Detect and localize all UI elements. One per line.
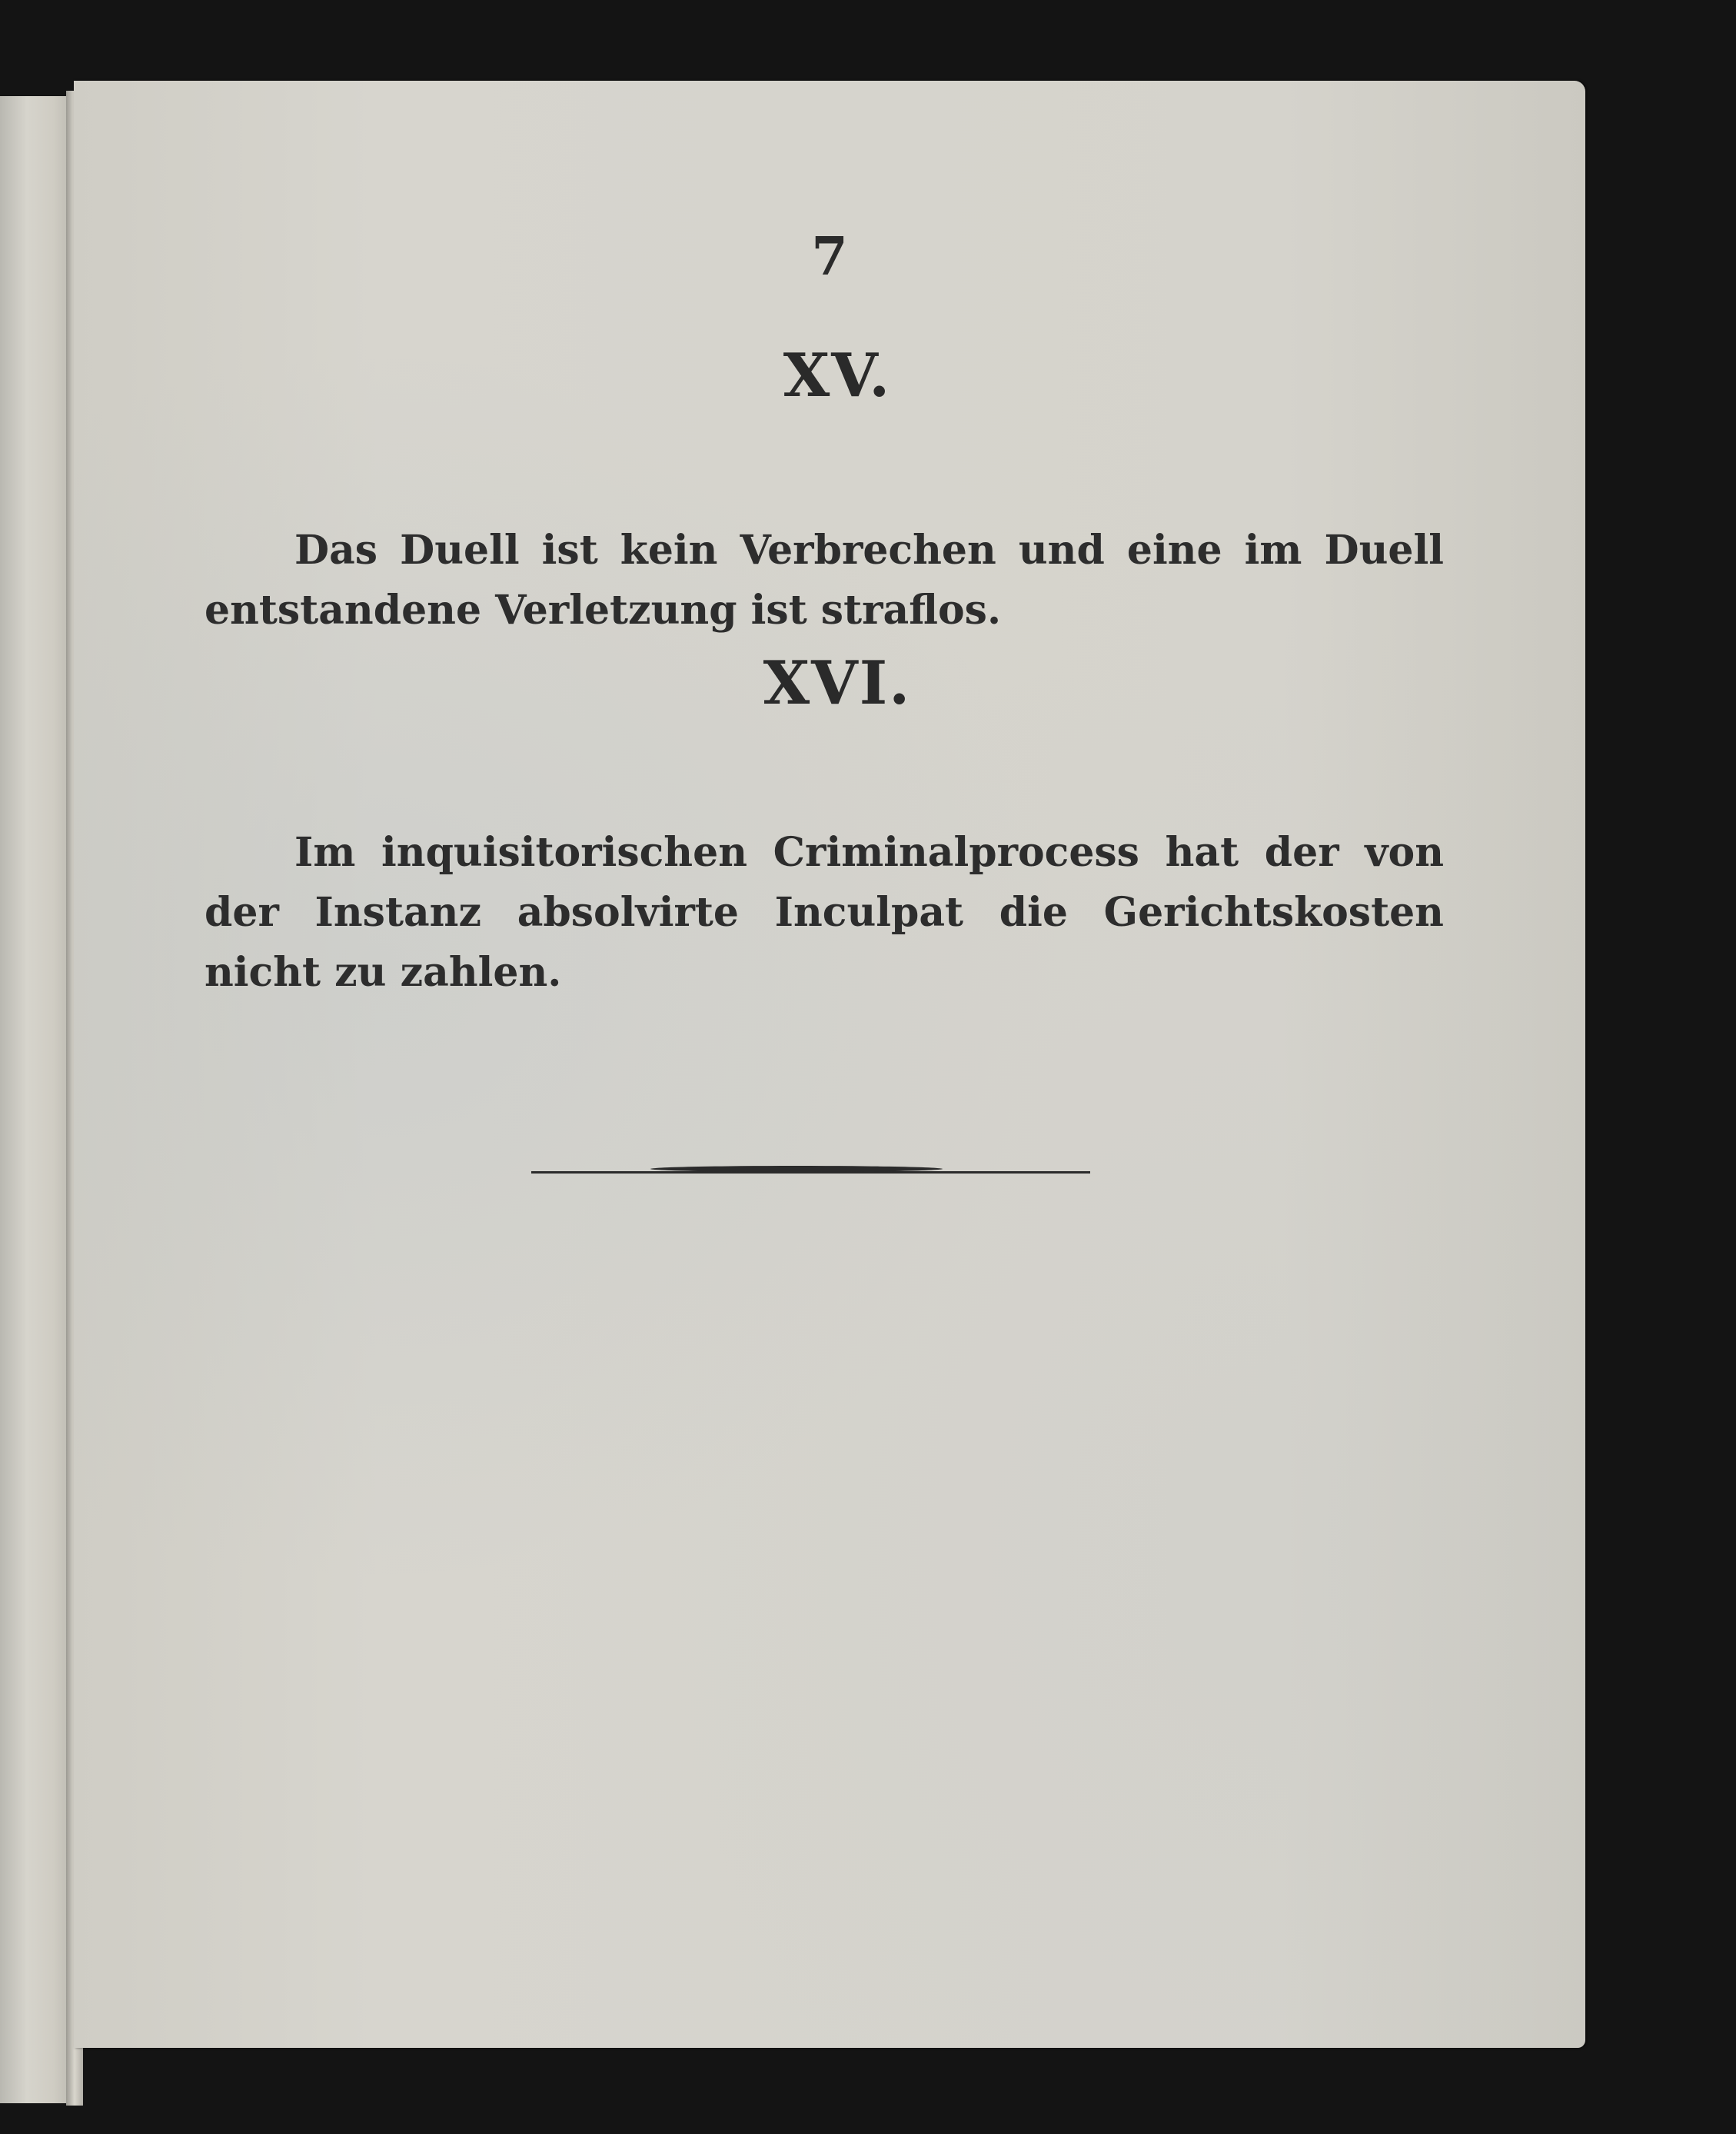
end-rule-swell [650, 1166, 943, 1172]
facing-page-edge [0, 96, 77, 2103]
section-heading-xvi: XVI. [763, 648, 912, 718]
document-page [74, 81, 1585, 2048]
section-text-xv: Das Duell ist kein Verbrechen und eine im Duell entstandene Verletzung ist straflos. [205, 527, 1444, 634]
page-number: 7 [811, 226, 848, 288]
section-heading-xv: XV. [783, 341, 892, 411]
section-text-xvi: Im inquisitorischen Criminalprocess hat der von der Instanz absolvirte Inculpat die Gerichtskosten nicht zu zahlen. [205, 829, 1444, 996]
